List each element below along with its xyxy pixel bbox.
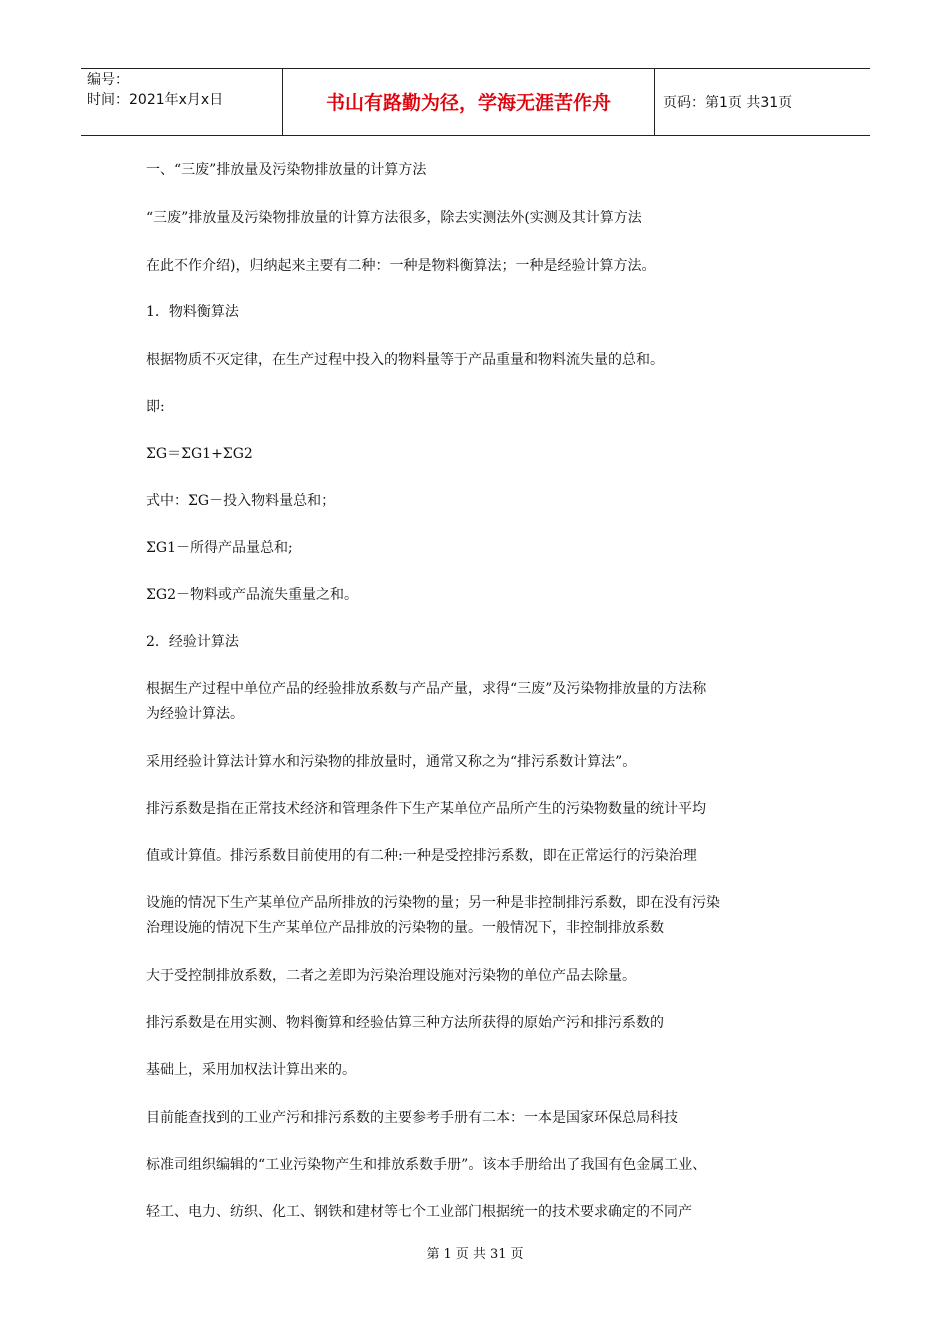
paragraph-line: 基础上，采用加权法计算出来的。 [146,1062,356,1078]
paragraph-line: 在此不作介绍)，归纳起来主要有二种：一种是物料衡算法；一种是经验计算方法。 [146,258,656,274]
paragraph-line: 采用经验计算法计算水和污染物的排放量时，通常又称之为“排污系数计算法”。 [146,754,637,770]
footer-suffix: 页 [510,1247,524,1262]
section-heading: 一、“三废”排放量及污染物排放量的计算方法 [146,162,427,178]
subsection-heading: 2．经验计算法 [146,634,239,650]
footer-mid: 页 共 [455,1247,486,1262]
paragraph-line: 即: [146,399,165,415]
paragraph-line: “三废”排放量及污染物排放量的计算方法很多，除去实测法外(实测及其计算方法 [146,210,642,226]
paragraph-line: 排污系数是在用实测、物料衡算和经验估算三种方法所获得的原始产污和排污系数的 [146,1015,664,1031]
paragraph-line: 值或计算值。排污系数目前使用的有二种:一种是受控排污系数，即在正常运行的污染治理 [146,848,697,864]
paragraph-line: 根据物质不灭定律，在生产过程中投入的物料量等于产品重量和物料流失量的总和。 [146,352,664,368]
header-motto: 书山有路勤为径，学海无涯苦作舟 [325,92,611,114]
paragraph-line: 设施的情况下生产某单位产品所排放的污染物的量；另一种是非控制排污系数，即在没有污染 [146,895,720,911]
paragraph-line: 大于受控制排放系数，二者之差即为污染治理设施对污染物的单位产品去除量。 [146,968,636,984]
header-meta-cell [81,69,283,135]
paragraph-line: 轻工、电力、纺织、化工、钢铁和建材等七个工业部门根据统一的技术要求确定的不同产 [146,1204,692,1220]
page-header [81,68,870,136]
page-footer [0,1246,950,1264]
document-time-label: 时间：2021年x月x日 [87,92,224,108]
formula-line: ΣG＝ΣG1+ΣG2 [146,446,253,462]
paragraph-line: 根据生产过程中单位产品的经验排放系数与产品产量，求得“三废”及污染物排放量的方法称 [146,681,707,697]
paragraph-line: 治理设施的情况下生产某单位产品排放的污染物的量。一般情况下，非控制排放系数 [146,920,664,936]
header-page-info: 页码：第1页 共31页 [663,95,793,111]
header-motto-cell [283,69,655,135]
formula-definition: ΣG1－所得产品量总和; [146,540,293,556]
formula-definition: 式中：ΣG－投入物料量总和； [146,493,336,509]
footer-total-pages: 31 [489,1247,507,1262]
footer-page-number: 1 [443,1247,452,1262]
formula-definition: ΣG2－物料或产品流失重量之和。 [146,587,358,603]
subsection-heading: 1．物料衡算法 [146,304,239,320]
paragraph-line: 为经验计算法。 [146,706,244,722]
document-number-label: 编号： [87,72,129,88]
footer-prefix: 第 [426,1247,440,1262]
paragraph-line: 目前能查找到的工业产污和排污系数的主要参考手册有二本：一本是国家环保总局科技 [146,1110,678,1126]
header-page-cell [655,69,870,135]
paragraph-line: 标准司组织编辑的“工业污染物产生和排放系数手册”。该本手册给出了我国有色金属工业、 [146,1157,707,1173]
paragraph-line: 排污系数是指在正常技术经济和管理条件下生产某单位产品所产生的污染物数量的统计平均 [146,801,706,817]
